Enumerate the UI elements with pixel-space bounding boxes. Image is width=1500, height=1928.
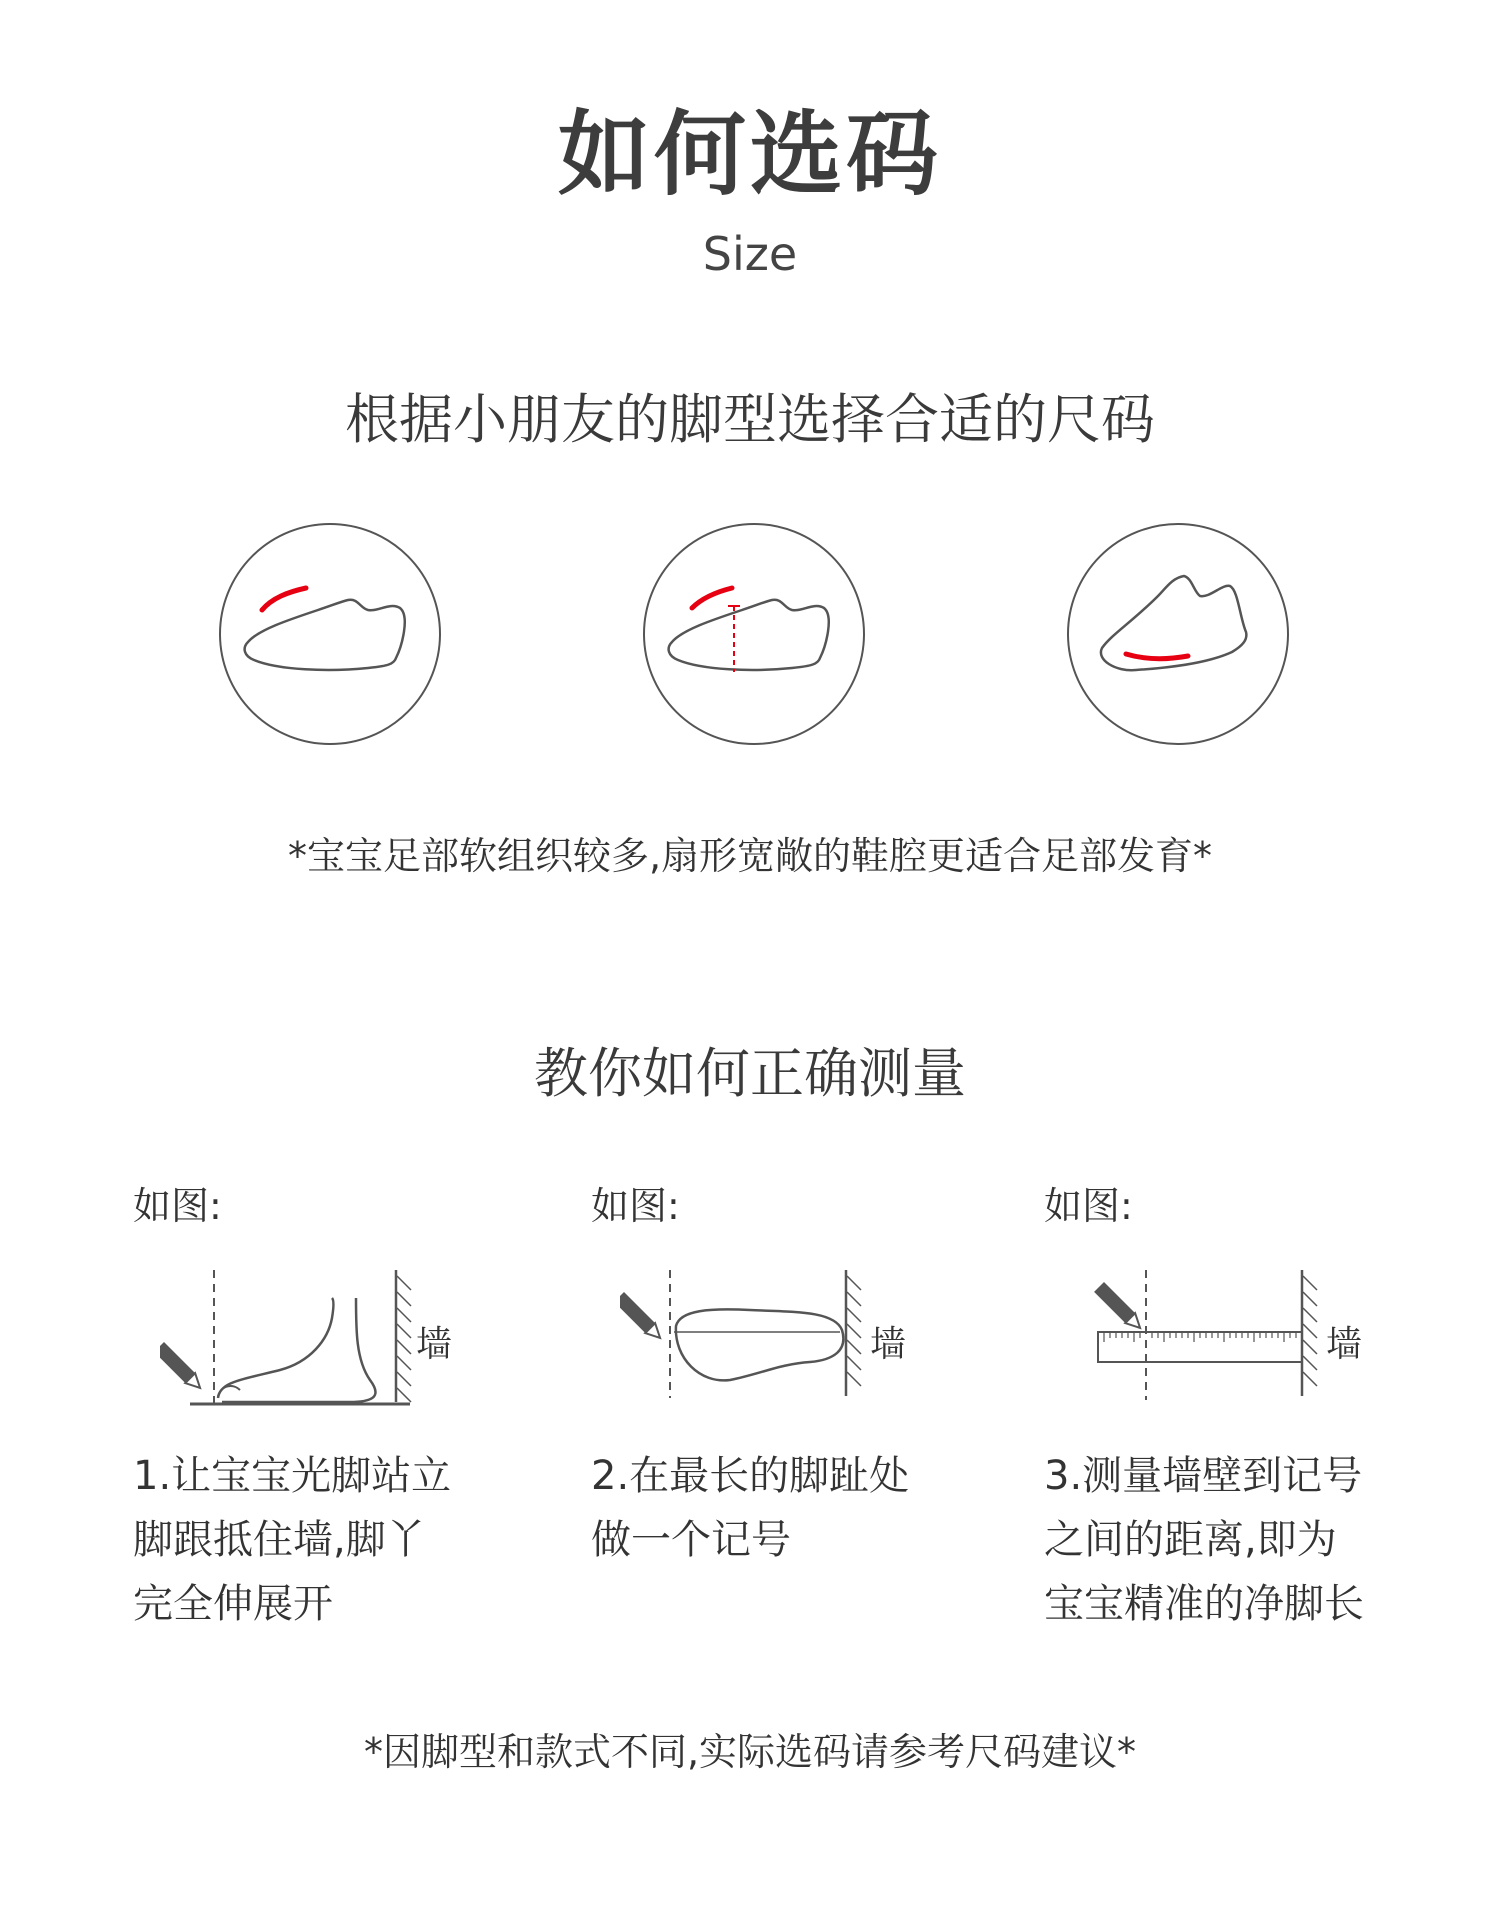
wall-label-2: 墙 xyxy=(870,1324,907,1365)
step-2-line-2: 做一个记号 xyxy=(591,1517,791,1563)
step-2-line-1: 2.在最长的脚趾处 xyxy=(591,1453,910,1499)
section-heading-measure: 教你如何正确测量 xyxy=(534,1042,966,1105)
wall-label-3: 墙 xyxy=(1326,1324,1363,1365)
step-2-text xyxy=(591,1444,909,1572)
shoe-height-icon xyxy=(642,522,866,746)
step-3-text xyxy=(1044,1444,1364,1636)
footer-note: *因脚型和款式不同,实际选码请参考尺码建议* xyxy=(363,1730,1137,1774)
wall-label-1: 墙 xyxy=(416,1324,453,1365)
section-heading-fit: 根据小朋友的脚型选择合适的尺码 xyxy=(345,388,1155,451)
measure-diagram-1 xyxy=(160,1270,460,1426)
shoe-sole-icon xyxy=(1066,522,1290,746)
measure-diagram-2 xyxy=(620,1270,880,1426)
page-title: 如何选码 xyxy=(557,101,942,208)
measure-diagram-3 xyxy=(1094,1270,1334,1426)
step-3-line-3: 宝宝精准的净脚长 xyxy=(1044,1581,1364,1627)
step-1-line-2: 脚跟抵住墙,脚丫 xyxy=(133,1517,426,1563)
page-subtitle: Size xyxy=(702,227,798,281)
step-1-line-1: 1.让宝宝光脚站立 xyxy=(133,1453,452,1499)
step-3-line-1: 3.测量墙壁到记号 xyxy=(1044,1453,1363,1499)
fig-label-1: 如图: xyxy=(133,1184,222,1228)
fit-note: *宝宝足部软组织较多,扇形宽敞的鞋腔更适合足部发育* xyxy=(287,834,1213,878)
fig-label-3: 如图: xyxy=(1044,1184,1133,1228)
step-1-line-3: 完全伸展开 xyxy=(133,1581,333,1627)
fig-label-2: 如图: xyxy=(591,1184,680,1228)
shoe-top-arch-icon xyxy=(218,522,442,746)
step-3-line-2: 之间的距离,即为 xyxy=(1044,1517,1337,1563)
step-1-text xyxy=(133,1444,451,1636)
